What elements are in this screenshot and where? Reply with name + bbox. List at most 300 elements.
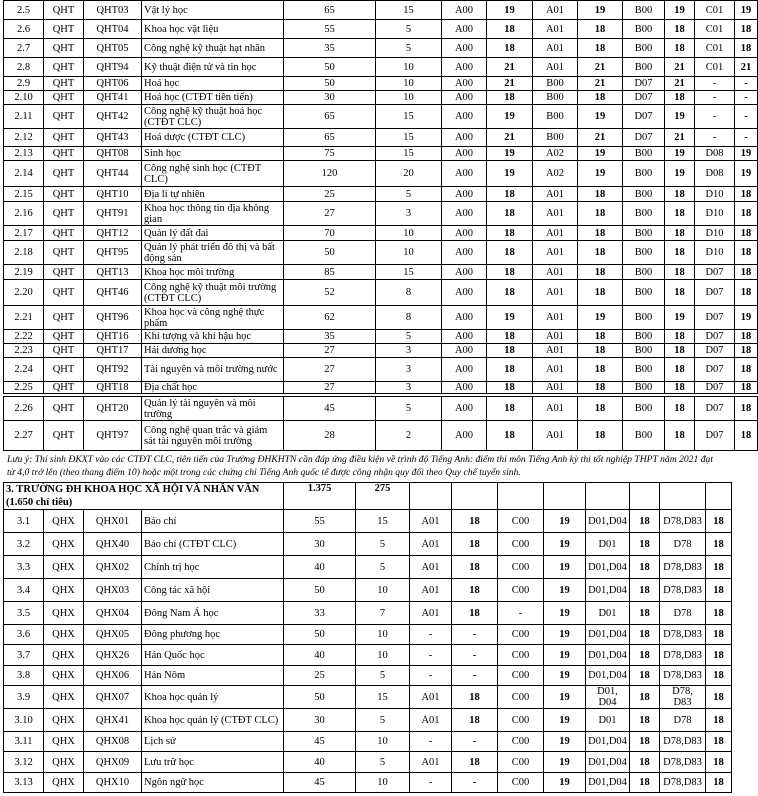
combo-4: D78,D83: [660, 773, 706, 793]
table-body-social-sciences: [4, 483, 732, 793]
combo-2: C00: [498, 773, 544, 793]
school-code: QHT: [44, 344, 84, 358]
combo-2: B00: [533, 105, 578, 129]
score-2: 19: [578, 1, 623, 20]
school-code: QHX: [44, 625, 84, 645]
quota-other: 15: [356, 686, 410, 709]
score-4: 18: [706, 645, 732, 666]
quota-exam: 45: [284, 397, 376, 421]
quota-exam: 50: [284, 625, 356, 645]
score-3: 18: [630, 752, 660, 773]
combo-1: A00: [442, 161, 487, 187]
score-2: 19: [578, 147, 623, 161]
combo-1: A00: [442, 202, 487, 226]
combo-2: C00: [498, 645, 544, 666]
score-1: 19: [487, 1, 533, 20]
combo-3: D01,D04: [586, 510, 630, 533]
score-3: 18: [665, 226, 695, 241]
combo-4: D08: [695, 147, 735, 161]
score-4: 18: [706, 666, 732, 686]
combo-3: D01,D04: [586, 579, 630, 602]
row-number: 2.21: [4, 306, 44, 330]
school-code: QHT: [44, 358, 84, 382]
major-code: QHX09: [84, 752, 142, 773]
score-1: 21: [487, 129, 533, 147]
table-row: [4, 579, 732, 602]
combo-1: A00: [442, 397, 487, 421]
quota-exam: 27: [284, 382, 376, 394]
score-3: 18: [665, 397, 695, 421]
score-3: 18: [630, 773, 660, 793]
combo-4: D78,D83: [660, 752, 706, 773]
major-name: Chính trị học: [142, 556, 284, 579]
school-code: QHX: [44, 773, 84, 793]
combo-4: D78, D83: [660, 686, 706, 709]
table-row: [4, 382, 758, 394]
combo-2: B00: [533, 91, 578, 105]
major-code: QHT13: [84, 265, 142, 280]
table-row: [4, 358, 758, 382]
score-3: 18: [630, 709, 660, 732]
quota-other: 3: [376, 358, 442, 382]
score-2: 19: [544, 709, 586, 732]
combo-3: B00: [623, 202, 665, 226]
score-4: 19: [735, 147, 758, 161]
score-3: 18: [665, 241, 695, 265]
major-code: QHX04: [84, 602, 142, 625]
row-number: 2.13: [4, 147, 44, 161]
quota-exam: 85: [284, 265, 376, 280]
combo-1: A00: [442, 20, 487, 39]
combo-4: C01: [695, 1, 735, 20]
major-name: Khoa học thông tin địa không gian: [142, 202, 284, 226]
table-row: [4, 58, 758, 77]
combo-3: B00: [623, 265, 665, 280]
score-3: 21: [665, 129, 695, 147]
section-quota-a: 1.375: [284, 483, 356, 510]
quota-other: 10: [376, 241, 442, 265]
quota-other: 2: [376, 421, 442, 451]
quota-other: 10: [356, 773, 410, 793]
school-code: QHX: [44, 602, 84, 625]
school-code: QHT: [44, 161, 84, 187]
score-4: 18: [735, 280, 758, 306]
school-code: QHX: [44, 732, 84, 752]
combo-4: -: [695, 77, 735, 91]
row-number: 2.16: [4, 202, 44, 226]
score-1: 18: [487, 358, 533, 382]
quota-exam: 45: [284, 732, 356, 752]
combo-4: D78,D83: [660, 579, 706, 602]
score-4: 18: [735, 330, 758, 344]
score-1: 19: [487, 306, 533, 330]
combo-1: A00: [442, 265, 487, 280]
score-4: 18: [706, 709, 732, 732]
quota-other: 5: [356, 533, 410, 556]
combo-1: A00: [442, 105, 487, 129]
quota-exam: 28: [284, 421, 376, 451]
score-2: 18: [578, 421, 623, 451]
combo-4: D07: [695, 382, 735, 394]
table-row: [4, 187, 758, 202]
quota-other: 15: [376, 129, 442, 147]
major-name: Lịch sử: [142, 732, 284, 752]
combo-1: A00: [442, 306, 487, 330]
quota-other: 5: [376, 187, 442, 202]
major-code: QHT18: [84, 382, 142, 394]
quota-exam: 75: [284, 147, 376, 161]
school-code: QHT: [44, 58, 84, 77]
school-code: QHT: [44, 77, 84, 91]
row-number: 2.20: [4, 280, 44, 306]
combo-2: B00: [533, 77, 578, 91]
combo-2: C00: [498, 510, 544, 533]
score-4: 18: [735, 344, 758, 358]
score-2: 19: [544, 732, 586, 752]
major-name: Vật lý học: [142, 1, 284, 20]
score-1: -: [452, 645, 498, 666]
score-4: 18: [706, 556, 732, 579]
table-body-science: [4, 1, 758, 394]
major-name: Lưu trữ học: [142, 752, 284, 773]
major-code: QHX08: [84, 732, 142, 752]
major-code: QHT04: [84, 20, 142, 39]
score-1: 18: [487, 344, 533, 358]
combo-1: A01: [410, 579, 452, 602]
row-number: 2.6: [4, 20, 44, 39]
row-number: 2.7: [4, 39, 44, 58]
table-row: [4, 666, 732, 686]
score-2: 19: [578, 161, 623, 187]
score-2: 19: [578, 306, 623, 330]
table-row: [4, 77, 758, 91]
score-1: 19: [487, 105, 533, 129]
quota-exam: 45: [284, 773, 356, 793]
quota-exam: 40: [284, 752, 356, 773]
score-2: 18: [578, 358, 623, 382]
combo-3: D01,D04: [586, 666, 630, 686]
note-text: Lưu ý: Thí sinh ĐKXT vào các CTĐT CLC, tiên tiến của Trường ĐHKHTN cần đáp ứng điều kiện về trình độ Tiếng Anh: điểm thi môn Tiếng Anh kỳ thi tốt nghiệp THPT năm 2021 đạt từ 4,0 trở lên (theo thang điểm 10) hoặc một trong các chứng chỉ Tiếng Anh quốc tế được công nhận quy đổi theo Quy chế tuyển sinh.: [7, 454, 713, 478]
school-code: QHT: [44, 187, 84, 202]
combo-4: D78,D83: [660, 510, 706, 533]
row-number: 2.12: [4, 129, 44, 147]
major-name: Hán Quốc học: [142, 645, 284, 666]
combo-1: A01: [410, 686, 452, 709]
score-1: 18: [487, 265, 533, 280]
combo-2: C00: [498, 752, 544, 773]
score-4: 18: [735, 421, 758, 451]
score-4: 18: [735, 202, 758, 226]
combo-1: A01: [410, 510, 452, 533]
score-1: 18: [487, 421, 533, 451]
score-1: 18: [487, 187, 533, 202]
major-code: QHT42: [84, 105, 142, 129]
combo-3: D01,D04: [586, 556, 630, 579]
table-row: [4, 202, 758, 226]
table-row: [4, 147, 758, 161]
combo-1: A00: [442, 91, 487, 105]
score-4: 18: [706, 579, 732, 602]
section-title-cell: [4, 483, 284, 510]
major-name: Hoá học (CTĐT tiên tiến): [142, 91, 284, 105]
quota-other: 5: [356, 666, 410, 686]
combo-2: A01: [533, 344, 578, 358]
quota-exam: 30: [284, 533, 356, 556]
major-code: QHT20: [84, 397, 142, 421]
combo-1: A00: [442, 187, 487, 202]
section-subtitle: (1.650 chỉ tiêu): [6, 497, 73, 508]
combo-3: D01,D04: [586, 645, 630, 666]
combo-4: C01: [695, 58, 735, 77]
school-code: QHT: [44, 382, 84, 394]
major-code: QHX07: [84, 686, 142, 709]
combo-3: B00: [623, 147, 665, 161]
combo-1: A00: [442, 39, 487, 58]
combo-1: -: [410, 625, 452, 645]
quota-other: 5: [376, 397, 442, 421]
score-3: 18: [665, 382, 695, 394]
major-name: Quản lý đất đai: [142, 226, 284, 241]
combo-1: -: [410, 645, 452, 666]
row-number: 2.15: [4, 187, 44, 202]
major-code: QHT46: [84, 280, 142, 306]
score-4: 19: [735, 161, 758, 187]
combo-2: A02: [533, 161, 578, 187]
combo-2: A01: [533, 265, 578, 280]
combo-3: B00: [623, 397, 665, 421]
row-number: 2.24: [4, 358, 44, 382]
score-2: 19: [578, 105, 623, 129]
table-row: [4, 773, 732, 793]
combo-4: D10: [695, 241, 735, 265]
score-2: 19: [544, 602, 586, 625]
table-row: [4, 533, 732, 556]
table-row: [4, 265, 758, 280]
score-1: 21: [487, 58, 533, 77]
score-2: 18: [578, 187, 623, 202]
quota-exam: 50: [284, 77, 376, 91]
combo-2: C00: [498, 732, 544, 752]
quota-exam: 30: [284, 709, 356, 732]
combo-2: A01: [533, 1, 578, 20]
major-code: QHX06: [84, 666, 142, 686]
major-code: QHX26: [84, 645, 142, 666]
combo-3: B00: [623, 241, 665, 265]
quota-other: 10: [376, 226, 442, 241]
combo-4: C01: [695, 20, 735, 39]
quota-exam: 70: [284, 226, 376, 241]
score-3: 18: [665, 20, 695, 39]
score-4: 21: [735, 58, 758, 77]
quota-exam: 65: [284, 105, 376, 129]
score-2: 19: [544, 579, 586, 602]
combo-4: D07: [695, 397, 735, 421]
quota-other: 15: [376, 147, 442, 161]
quota-exam: 50: [284, 241, 376, 265]
score-1: -: [452, 625, 498, 645]
combo-2: B00: [533, 129, 578, 147]
major-name: Ngôn ngữ học: [142, 773, 284, 793]
row-number: 2.23: [4, 344, 44, 358]
row-number: 2.18: [4, 241, 44, 265]
score-3: 18: [630, 666, 660, 686]
major-code: QHT43: [84, 129, 142, 147]
major-name: Đông phương học: [142, 625, 284, 645]
school-code: QHT: [44, 91, 84, 105]
quota-exam: 52: [284, 280, 376, 306]
section-title: 3. TRƯỜNG ĐH KHOA HỌC XÃ HỘI VÀ NHÂN VĂN: [6, 484, 260, 495]
school-code: QHX: [44, 533, 84, 556]
score-2: 19: [544, 752, 586, 773]
school-code: QHT: [44, 1, 84, 20]
score-1: 18: [452, 579, 498, 602]
score-1: 18: [487, 91, 533, 105]
combo-3: D07: [623, 129, 665, 147]
combo-3: B00: [623, 187, 665, 202]
combo-2: A01: [533, 187, 578, 202]
combo-4: D07: [695, 344, 735, 358]
combo-3: D01,D04: [586, 752, 630, 773]
score-2: 19: [544, 533, 586, 556]
school-code: QHT: [44, 226, 84, 241]
score-3: 19: [665, 147, 695, 161]
score-4: 18: [706, 602, 732, 625]
combo-1: A00: [442, 226, 487, 241]
row-number: 2.11: [4, 105, 44, 129]
quota-exam: 30: [284, 91, 376, 105]
score-4: 19: [735, 306, 758, 330]
combo-1: A00: [442, 358, 487, 382]
combo-3: D01: [586, 709, 630, 732]
quota-other: 5: [356, 709, 410, 732]
combo-3: D01,D04: [586, 773, 630, 793]
score-4: 18: [706, 752, 732, 773]
section-quota-b: 275: [356, 483, 410, 510]
major-code: QHT91: [84, 202, 142, 226]
score-4: 18: [706, 773, 732, 793]
table-row: [4, 105, 758, 129]
score-3: 18: [630, 686, 660, 709]
combo-3: B00: [623, 58, 665, 77]
major-code: QHT08: [84, 147, 142, 161]
combo-1: A00: [442, 147, 487, 161]
score-4: 18: [735, 187, 758, 202]
combo-3: B00: [623, 306, 665, 330]
table-row: [4, 397, 758, 421]
admission-table-social-sciences: [3, 482, 732, 793]
score-1: 19: [487, 147, 533, 161]
score-3: 18: [665, 421, 695, 451]
major-code: QHX03: [84, 579, 142, 602]
score-4: -: [735, 91, 758, 105]
score-3: 21: [665, 77, 695, 91]
score-1: 18: [487, 280, 533, 306]
score-3: 18: [630, 602, 660, 625]
combo-1: A00: [442, 77, 487, 91]
combo-4: D08: [695, 161, 735, 187]
admission-table-science: [3, 0, 758, 394]
score-2: 18: [578, 226, 623, 241]
quota-other: 10: [356, 625, 410, 645]
major-name: Khoa học quản lý: [142, 686, 284, 709]
table-body-science-continued: [4, 397, 758, 451]
quota-exam: 120: [284, 161, 376, 187]
major-name: Hán Nôm: [142, 666, 284, 686]
table-row: [4, 91, 758, 105]
score-2: 18: [578, 91, 623, 105]
combo-2: A01: [533, 306, 578, 330]
combo-2: A01: [533, 39, 578, 58]
score-4: 18: [735, 358, 758, 382]
score-3: 18: [630, 556, 660, 579]
combo-4: -: [695, 105, 735, 129]
score-1: -: [452, 666, 498, 686]
combo-2: A01: [533, 58, 578, 77]
major-code: QHT97: [84, 421, 142, 451]
combo-2: -: [498, 602, 544, 625]
score-1: 18: [452, 533, 498, 556]
row-number: 3.12: [4, 752, 44, 773]
score-1: -: [452, 732, 498, 752]
combo-2: A01: [533, 280, 578, 306]
table-row: [4, 241, 758, 265]
quota-exam: 40: [284, 556, 356, 579]
score-4: -: [735, 105, 758, 129]
score-1: 18: [487, 39, 533, 58]
row-number: 2.8: [4, 58, 44, 77]
score-1: 18: [452, 752, 498, 773]
major-name: Hoá dược (CTĐT CLC): [142, 129, 284, 147]
row-number: 2.14: [4, 161, 44, 187]
quota-exam: 55: [284, 510, 356, 533]
row-number: 3.5: [4, 602, 44, 625]
major-name: Khoa học quản lý (CTĐT CLC): [142, 709, 284, 732]
score-3: 18: [630, 533, 660, 556]
combo-4: D78,D83: [660, 556, 706, 579]
major-name: Kỹ thuật điện tử và tin học: [142, 58, 284, 77]
major-name: Tài nguyên và môi trường nước: [142, 358, 284, 382]
score-4: 18: [735, 20, 758, 39]
score-2: 18: [578, 344, 623, 358]
major-name: Khoa học và công nghệ thực phẩm: [142, 306, 284, 330]
table-row: [4, 280, 758, 306]
combo-3: B00: [623, 344, 665, 358]
combo-3: D01,D04: [586, 625, 630, 645]
row-number: 3.9: [4, 686, 44, 709]
row-number: 3.6: [4, 625, 44, 645]
combo-2: A01: [533, 20, 578, 39]
table-row: [4, 732, 732, 752]
score-3: 19: [665, 105, 695, 129]
table-row: [4, 752, 732, 773]
quota-exam: 50: [284, 58, 376, 77]
combo-1: A00: [442, 421, 487, 451]
combo-1: A01: [410, 709, 452, 732]
table-row: [4, 625, 732, 645]
score-3: 18: [630, 732, 660, 752]
score-4: 18: [735, 226, 758, 241]
score-2: 21: [578, 129, 623, 147]
school-code: QHX: [44, 752, 84, 773]
combo-1: A01: [410, 752, 452, 773]
score-3: 18: [665, 344, 695, 358]
quota-exam: 65: [284, 1, 376, 20]
major-name: Công tác xã hội: [142, 579, 284, 602]
combo-4: D10: [695, 202, 735, 226]
score-4: 18: [735, 265, 758, 280]
combo-1: -: [410, 732, 452, 752]
score-3: 18: [665, 280, 695, 306]
